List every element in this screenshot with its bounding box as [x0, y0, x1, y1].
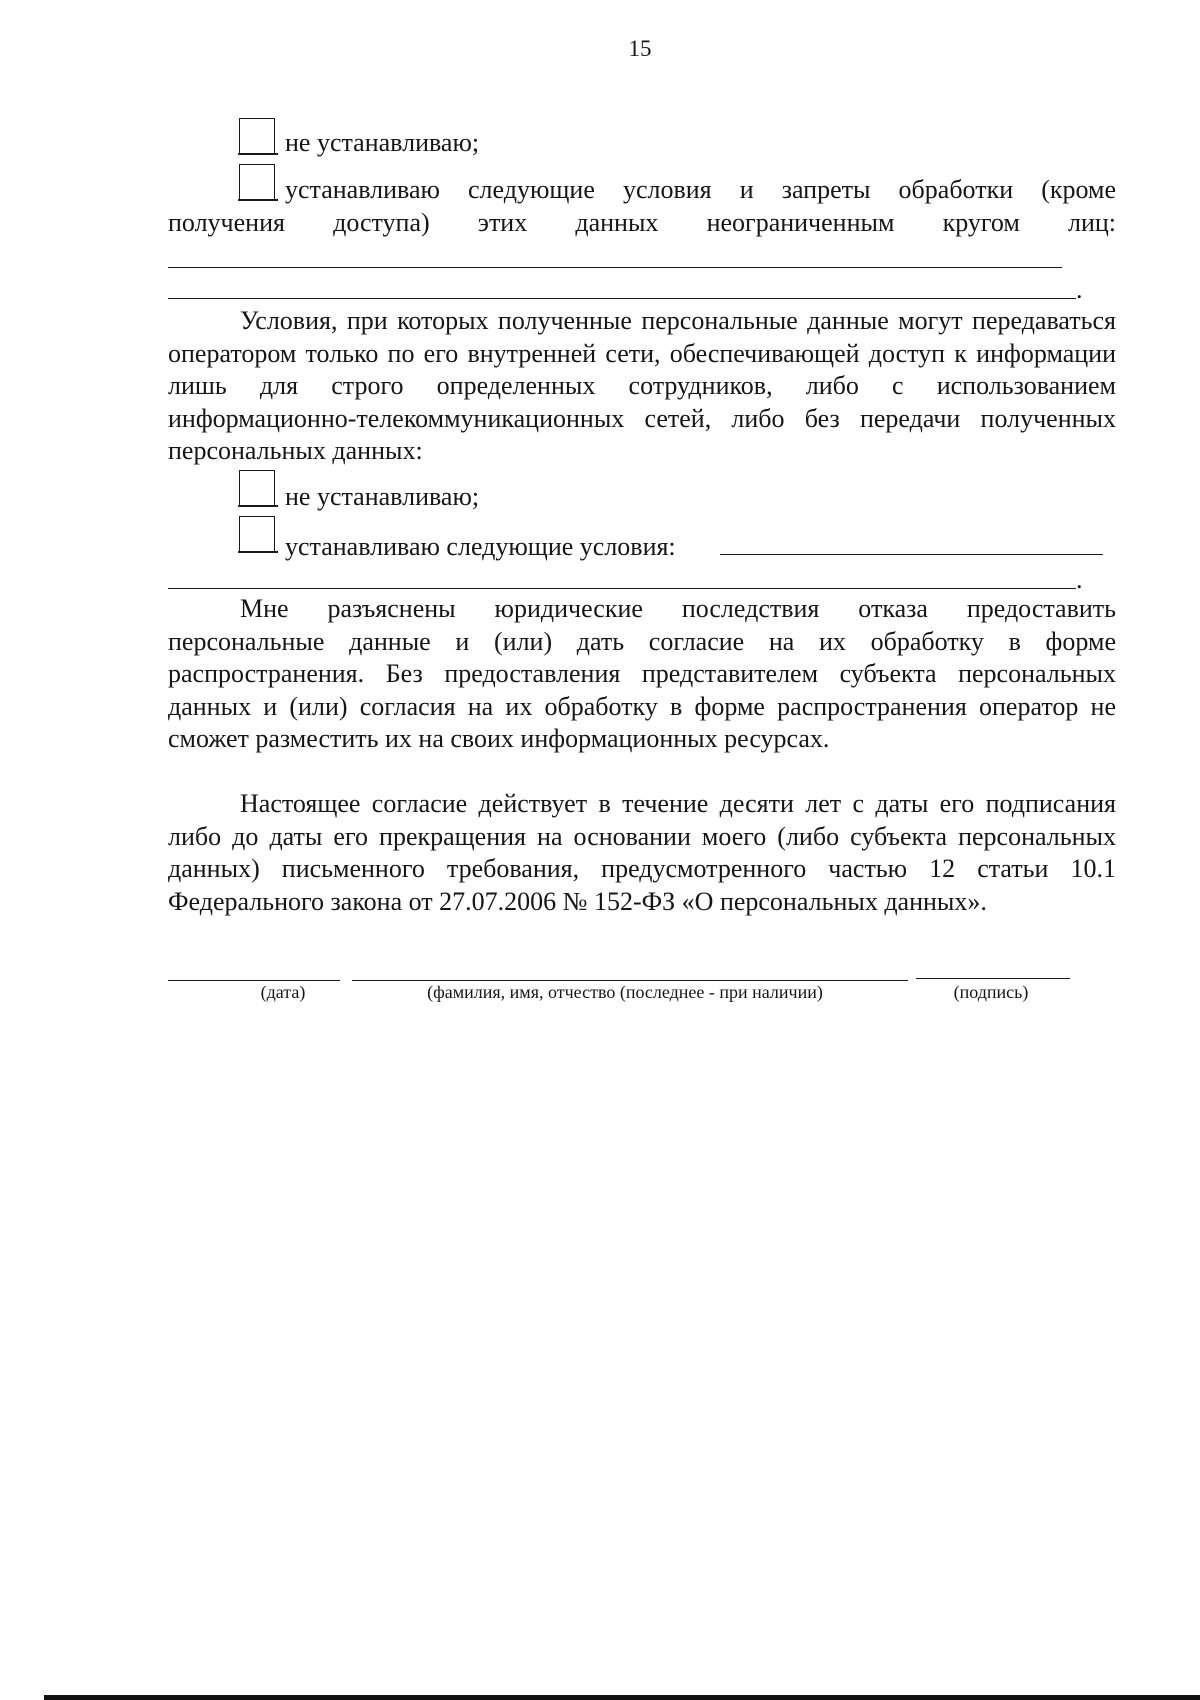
blank-line-1[interactable] — [168, 267, 1062, 268]
option-set-1-label-line2: получения доступа) этих данных неограниченным кругом лиц: — [168, 208, 1116, 237]
trailing-dot-1: . — [1076, 275, 1083, 304]
blank-line-3[interactable] — [720, 554, 1103, 555]
checkbox-set-2[interactable] — [239, 516, 275, 552]
checkbox-not-set-1[interactable] — [239, 118, 275, 154]
date-line[interactable] — [168, 980, 340, 981]
date-label: (дата) — [260, 982, 306, 1002]
trailing-dot-2: . — [1076, 565, 1083, 594]
option-set-1-label-line1: устанавливаю следующие условия и запреты обработки (кроме — [285, 175, 1116, 204]
transfer-conditions-paragraph: Условия, при которых полученные персональные данные могут передаваться оператором только по его внутренней сети, обеспечивающей доступ к информации лишь для строго определенных сотрудников, либо с использованием информационно-телекоммуникационных сетей, либо без передачи полученных персональных данных: — [168, 306, 1116, 465]
legal-consequences-paragraph: Мне разъяснены юридические последствия отказа предоставить персональные данные и (или) дать согласие на их обработку в форме распространения. Без предоставления представителем субъекта персональных данных и (или) согласия на их обработку в форме распространения оператор не сможет разместить их на своих информационных ресурсах. — [168, 594, 1116, 753]
blank-line-4[interactable] — [168, 588, 1076, 589]
option-set-2-label: устанавливаю следующие условия: — [285, 532, 676, 561]
consent-validity-paragraph: Настоящее согласие действует в течение десяти лет с даты его подписания либо до даты его прекращения на основании моего (либо субъекта персональных данных) письменного требования, предусмотренного частью 12 статьи 10.1 Федерального закона от 27.07.2006 № 152-ФЗ «О персональных данных». — [168, 789, 1116, 916]
checkbox-not-set-2[interactable] — [239, 470, 275, 506]
page-number: 15 — [628, 36, 652, 61]
full-name-label: (фамилия, имя, отчество (последнее - при наличии) — [427, 982, 823, 1002]
full-name-line[interactable] — [352, 980, 908, 981]
scan-bottom-edge — [44, 1695, 1200, 1700]
checkbox-set-1[interactable] — [239, 164, 275, 200]
option-not-set-1-label: не устанавливаю; — [285, 128, 480, 157]
signature-label: (подпись) — [953, 982, 1029, 1002]
signature-line[interactable] — [916, 978, 1070, 979]
option-not-set-2-label: не устанавливаю; — [285, 482, 480, 511]
blank-line-2[interactable] — [168, 298, 1076, 299]
